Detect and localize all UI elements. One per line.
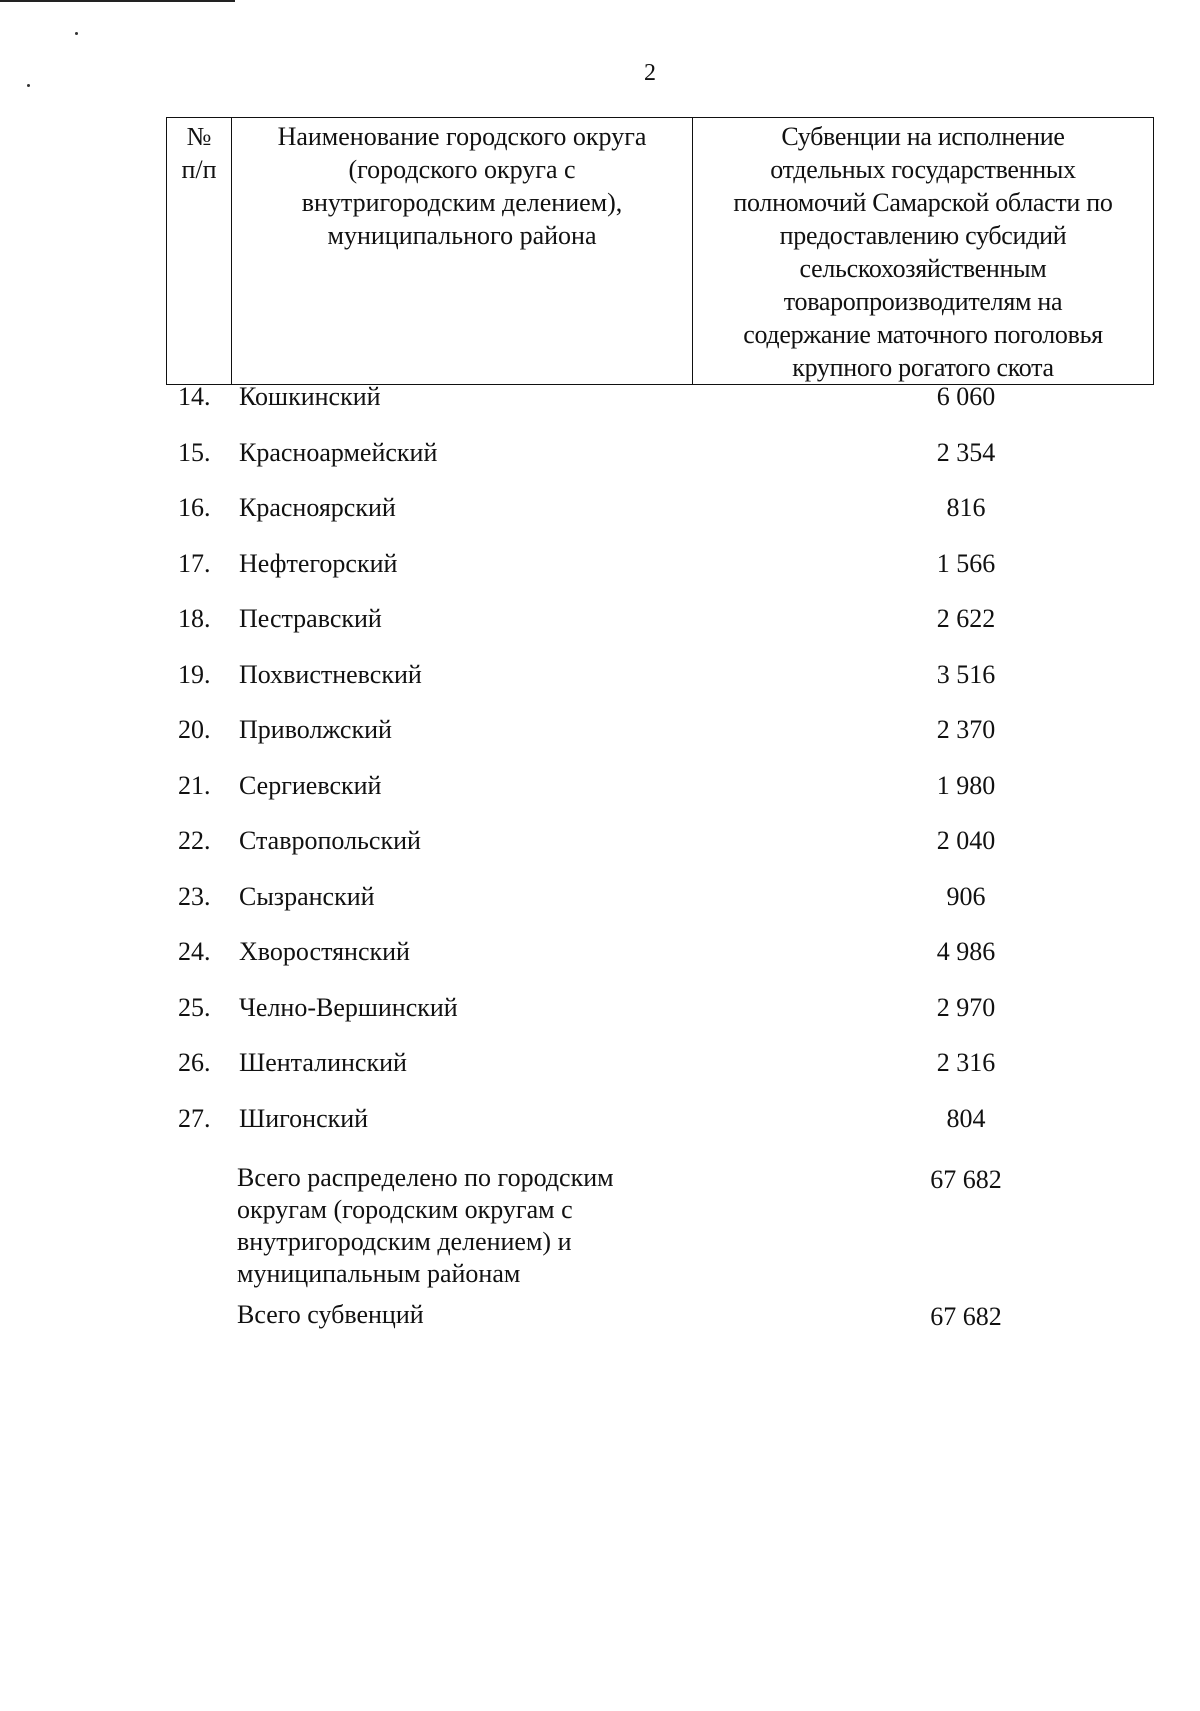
row-district-name: Красноармейский xyxy=(239,437,438,467)
row-number: 17. xyxy=(178,548,211,578)
row-number: 21. xyxy=(178,770,211,800)
row-district-name: Нефтегорский xyxy=(239,548,398,578)
table-row xyxy=(166,1048,1142,1104)
row-subvention-value: 6 060 xyxy=(936,382,996,411)
row-subvention-value: 2 370 xyxy=(936,715,996,744)
header-subvention-cell xyxy=(693,118,1154,385)
scan-speck xyxy=(75,32,78,35)
total-subventions-label: Всего субвенций xyxy=(237,1300,424,1329)
table-row xyxy=(166,660,1142,716)
row-number: 27. xyxy=(178,1103,211,1133)
row-district-name: Шенталинский xyxy=(239,1048,407,1077)
header-subvention-line: сельскохозяйственным xyxy=(799,254,1047,283)
row-number: 25. xyxy=(178,992,211,1022)
row-subvention-value: 2 040 xyxy=(936,826,996,855)
header-subvention-line: крупного рогатого скота xyxy=(792,353,1054,382)
total-distributed-value: 67 682 xyxy=(930,1165,1002,1194)
row-subvention-value: 906 xyxy=(946,881,986,911)
header-name-cell xyxy=(232,118,693,385)
row-subvention-value: 4 986 xyxy=(936,937,996,966)
row-district-name: Кошкинский xyxy=(239,382,381,411)
row-number: 16. xyxy=(178,493,211,522)
header-subvention-line: предоставлению субсидий xyxy=(779,221,1067,250)
row-number: 24. xyxy=(178,937,211,966)
table-row xyxy=(166,882,1142,938)
table-header xyxy=(166,117,1154,385)
row-subvention-value: 2 970 xyxy=(936,992,996,1022)
row-district-name: Похвистневский xyxy=(239,659,422,689)
row-subvention-value: 1 980 xyxy=(936,770,996,800)
row-subvention-value: 3 516 xyxy=(936,659,996,689)
row-subvention-value: 2 354 xyxy=(936,437,996,467)
total-distributed-label-line: Всего распределено по городским xyxy=(237,1163,614,1192)
row-subvention-value: 804 xyxy=(946,1103,986,1133)
total-subventions-row xyxy=(166,1299,1142,1339)
table-row xyxy=(166,493,1142,549)
row-subvention-value: 2 316 xyxy=(936,1048,996,1077)
table-body xyxy=(166,382,1142,1159)
row-number: 14. xyxy=(178,382,211,411)
header-name-line: Наименование городского округа xyxy=(277,122,647,151)
header-subvention-line: отдельных государственных xyxy=(770,155,1076,184)
row-district-name: Ставропольский xyxy=(239,826,421,855)
row-district-name: Челно-Вершинский xyxy=(239,992,458,1022)
row-district-name: Красноярский xyxy=(239,493,396,522)
table-row xyxy=(166,826,1142,882)
row-number: 19. xyxy=(178,659,211,689)
row-district-name: Сызранский xyxy=(239,881,375,911)
table-row xyxy=(166,993,1142,1049)
header-number-line: № xyxy=(186,122,212,151)
header-number-line: п/п xyxy=(181,155,217,184)
row-subvention-value: 2 622 xyxy=(936,604,996,633)
header-subvention-line: товаропроизводителям на xyxy=(783,287,1063,316)
row-number: 22. xyxy=(178,826,211,855)
table-row xyxy=(166,771,1142,827)
row-number: 18. xyxy=(178,604,211,633)
row-district-name: Приволжский xyxy=(239,715,392,744)
total-distributed-label-line: внутригородским делением) и xyxy=(237,1227,572,1256)
row-district-name: Шигонский xyxy=(239,1103,369,1133)
table-row xyxy=(166,604,1142,660)
header-name-line: муниципального района xyxy=(327,221,597,250)
table-row xyxy=(166,438,1142,494)
row-district-name: Пестравский xyxy=(239,604,382,633)
header-subvention-line: содержание маточного поголовья xyxy=(743,320,1103,349)
header-name-line: внутригородским делением), xyxy=(301,188,623,217)
page-number: 2 xyxy=(644,60,656,86)
row-number: 23. xyxy=(178,881,211,911)
total-distributed-row xyxy=(166,1162,1142,1294)
table-row xyxy=(166,937,1142,993)
table-row xyxy=(166,715,1142,771)
header-subvention-line: полномочий Самарской области по xyxy=(733,188,1113,217)
row-district-name: Сергиевский xyxy=(239,770,382,800)
row-subvention-value: 1 566 xyxy=(936,548,996,578)
row-subvention-value: 816 xyxy=(946,493,986,522)
row-number: 20. xyxy=(178,715,211,744)
row-number: 15. xyxy=(178,437,211,467)
header-number-cell xyxy=(167,118,232,385)
table-row xyxy=(166,549,1142,605)
scan-edge-line xyxy=(0,0,235,2)
table-row xyxy=(166,1104,1142,1160)
row-district-name: Хворостянский xyxy=(239,937,410,966)
total-distributed-label-line: муниципальным районам xyxy=(237,1259,521,1288)
header-subvention-line: Субвенции на исполнение xyxy=(781,122,1065,151)
table-row xyxy=(166,382,1142,438)
row-number: 26. xyxy=(178,1048,211,1077)
total-subventions-value: 67 682 xyxy=(930,1302,1002,1331)
total-distributed-label xyxy=(237,1162,697,1290)
total-distributed-label-line: округам (городским округам с xyxy=(237,1195,573,1224)
header-name-line: (городского округа с xyxy=(348,155,576,184)
